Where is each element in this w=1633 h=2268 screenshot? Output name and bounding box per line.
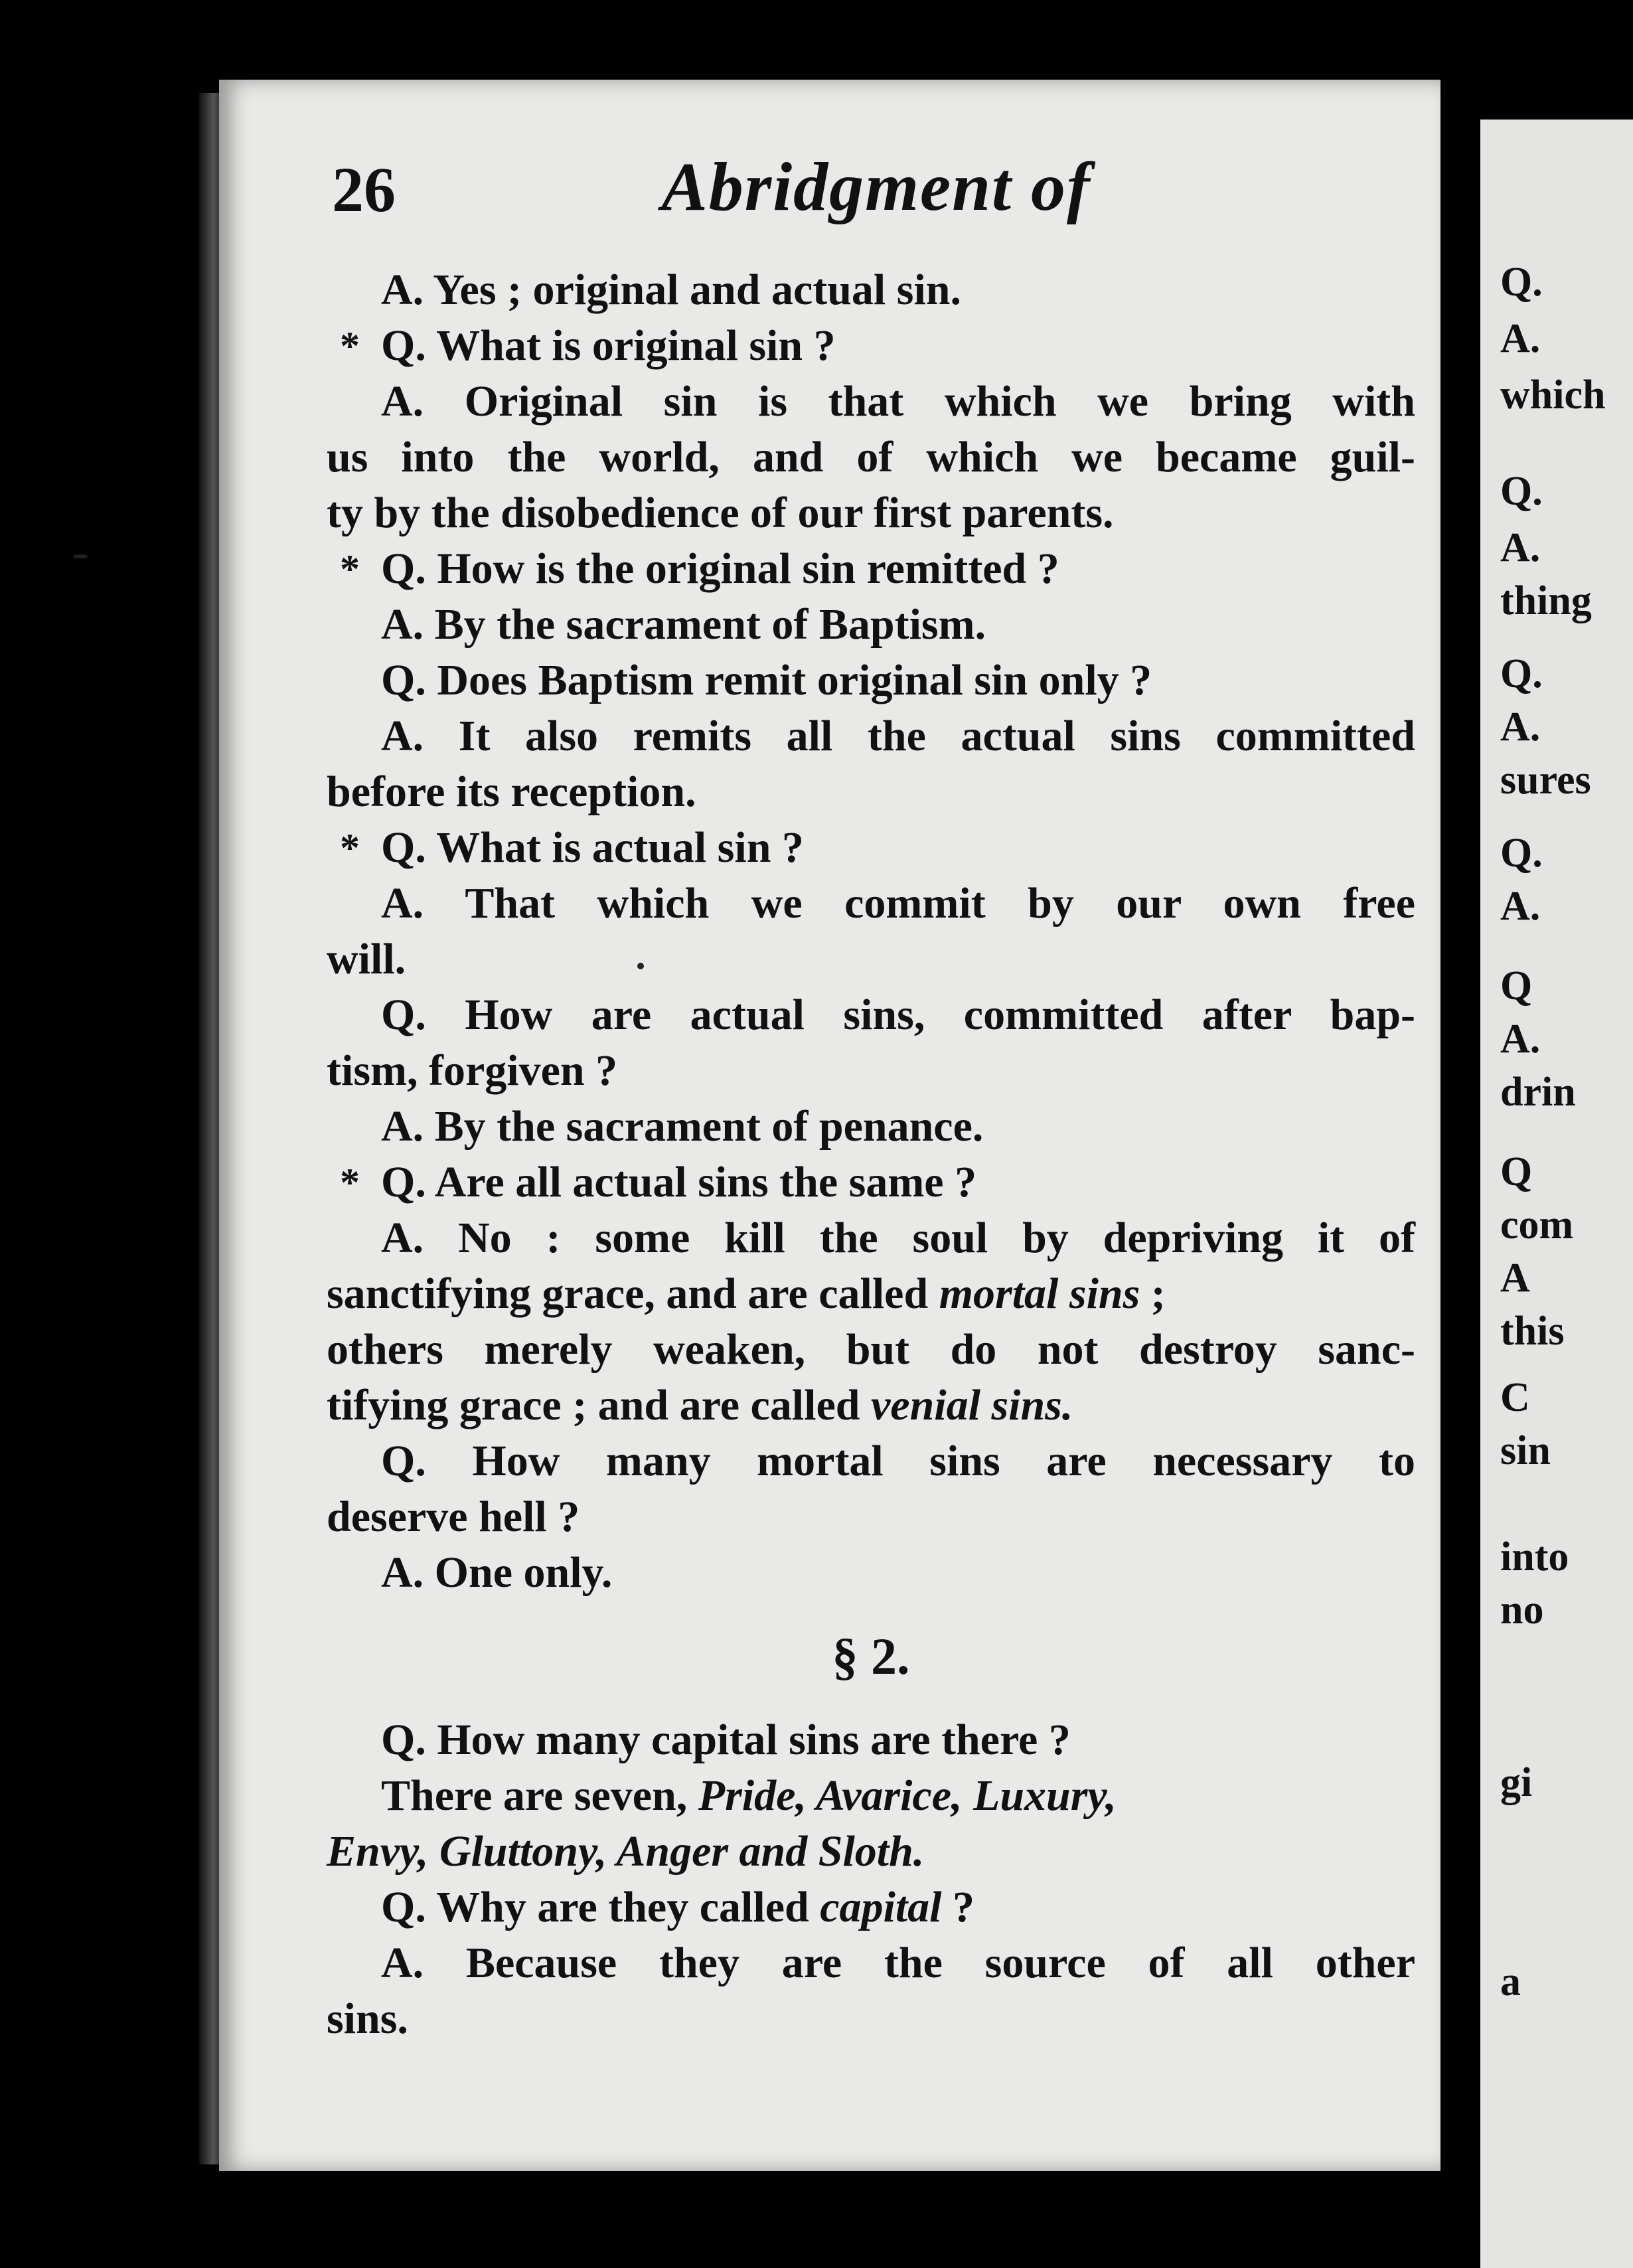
facing-page-line: com [1500, 1202, 1574, 1248]
text-line: A. One only. [381, 1548, 613, 1597]
facing-page-line: drin [1500, 1070, 1576, 1115]
page-number: 26 [332, 154, 396, 225]
question-text: Q. What is actual sin ? [381, 823, 804, 872]
line-part: There are seven, [381, 1771, 698, 1820]
running-title: Abridgment of [661, 149, 1091, 225]
facing-page-line: A. [1500, 1016, 1541, 1062]
facing-page-line: sin [1500, 1428, 1551, 1473]
facing-page-line: Q [1500, 963, 1533, 1009]
question-text: Q. Are all actual sins the same ? [381, 1158, 977, 1206]
italic-term: venial sins. [870, 1381, 1073, 1429]
text-line [327, 541, 1415, 597]
section-heading: § 2. [832, 1627, 910, 1685]
italic-term: Pride, Avarice, Luxury, [698, 1771, 1117, 1820]
facing-page-line: A [1500, 1256, 1530, 1301]
text-line: A. By the sacrament of Baptism. [381, 600, 986, 649]
facing-page-line: thing [1500, 578, 1592, 623]
facing-page-line: Q. [1500, 831, 1543, 876]
text-line: will. [327, 935, 406, 983]
facing-page-line: A. [1500, 316, 1541, 361]
facing-page-line: a [1500, 1959, 1521, 2004]
facing-page-line: Q. [1500, 651, 1543, 696]
text-line: A. Original sin is that which we bring with [381, 377, 1415, 426]
facing-page-line: C [1500, 1375, 1530, 1420]
text-line: sins. [327, 1994, 408, 2043]
text-line: A. That which we commit by our own free [381, 879, 1415, 928]
text-line [327, 820, 1415, 876]
facing-page-line: A. [1500, 525, 1541, 570]
line-part: Q. Why are they called [381, 1883, 820, 1931]
text-line: Q. How many capital sins are there ? [381, 1716, 1071, 1764]
text-line [327, 1378, 1415, 1433]
facing-page-line: Q. [1500, 260, 1543, 305]
text-line: A. Yes ; original and actual sin. [381, 266, 961, 314]
facing-page-line: no [1500, 1587, 1544, 1633]
line-part: sanctifying grace, and are called [327, 1269, 939, 1318]
italic-term: capital [820, 1883, 942, 1931]
facing-page-line: which [1500, 372, 1606, 418]
question-text: Q. What is original sin ? [381, 321, 836, 370]
text-line: Q. Does Baptism remit original sin only ? [381, 656, 1152, 704]
text-line [327, 1155, 1415, 1210]
facing-page-line: into [1500, 1534, 1569, 1580]
italic-term: mortal sins [939, 1269, 1140, 1318]
facing-page-line: gi [1500, 1760, 1533, 1805]
text-line: A. Because they are the source of all other [381, 1939, 1415, 1987]
page-text [327, 262, 1415, 2047]
facing-page-line: A. [1500, 704, 1541, 750]
page-gutter [1440, 106, 1480, 2264]
scan-speck [73, 554, 88, 558]
facing-page-fragment [1480, 120, 1633, 2268]
facing-page-line: this [1500, 1309, 1565, 1354]
text-line: tism, forgiven ? [327, 1046, 618, 1095]
text-line: before its reception. [327, 768, 696, 816]
text-line: Q. How many mortal sins are necessary to [381, 1437, 1415, 1485]
text-line: Q. How are actual sins, committed after bap- [381, 991, 1415, 1039]
text-line: ty by the disobedience of our first parents. [327, 489, 1114, 537]
text-line: A. It also remits all the actual sins committed [381, 712, 1415, 760]
facing-page-line: A. [1500, 884, 1541, 929]
text-line [327, 1880, 1415, 1935]
text-line: deserve hell ? [327, 1493, 580, 1541]
scan-speck [637, 963, 644, 969]
text-line: Envy, Gluttony, Anger and Sloth. [327, 1827, 925, 1876]
text-line [327, 1266, 1415, 1322]
page-header [332, 133, 1421, 232]
text-line: A. No : some kill the soul by depriving it of [381, 1214, 1415, 1262]
asterisk-mark: * [340, 324, 360, 368]
asterisk-mark: * [340, 1161, 360, 1204]
facing-page-line: sures [1500, 758, 1591, 803]
text-line [327, 1768, 1415, 1824]
asterisk-mark: * [340, 547, 360, 591]
facing-page-line: Q [1500, 1149, 1533, 1194]
text-line: A. By the sacrament of penance. [381, 1102, 984, 1151]
asterisk-mark: * [340, 826, 360, 870]
text-line [327, 318, 1415, 374]
facing-page-line: Q. [1500, 469, 1543, 514]
text-line: others merely weaken, but do not destroy sanc- [327, 1325, 1415, 1374]
line-part: ? [941, 1883, 975, 1931]
line-part: ; [1140, 1269, 1166, 1318]
question-text: Q. How is the original sin remitted ? [381, 544, 1059, 593]
line-part: tifying grace ; and are called [327, 1381, 871, 1429]
text-line: us into the world, and of which we became guil- [327, 433, 1415, 481]
